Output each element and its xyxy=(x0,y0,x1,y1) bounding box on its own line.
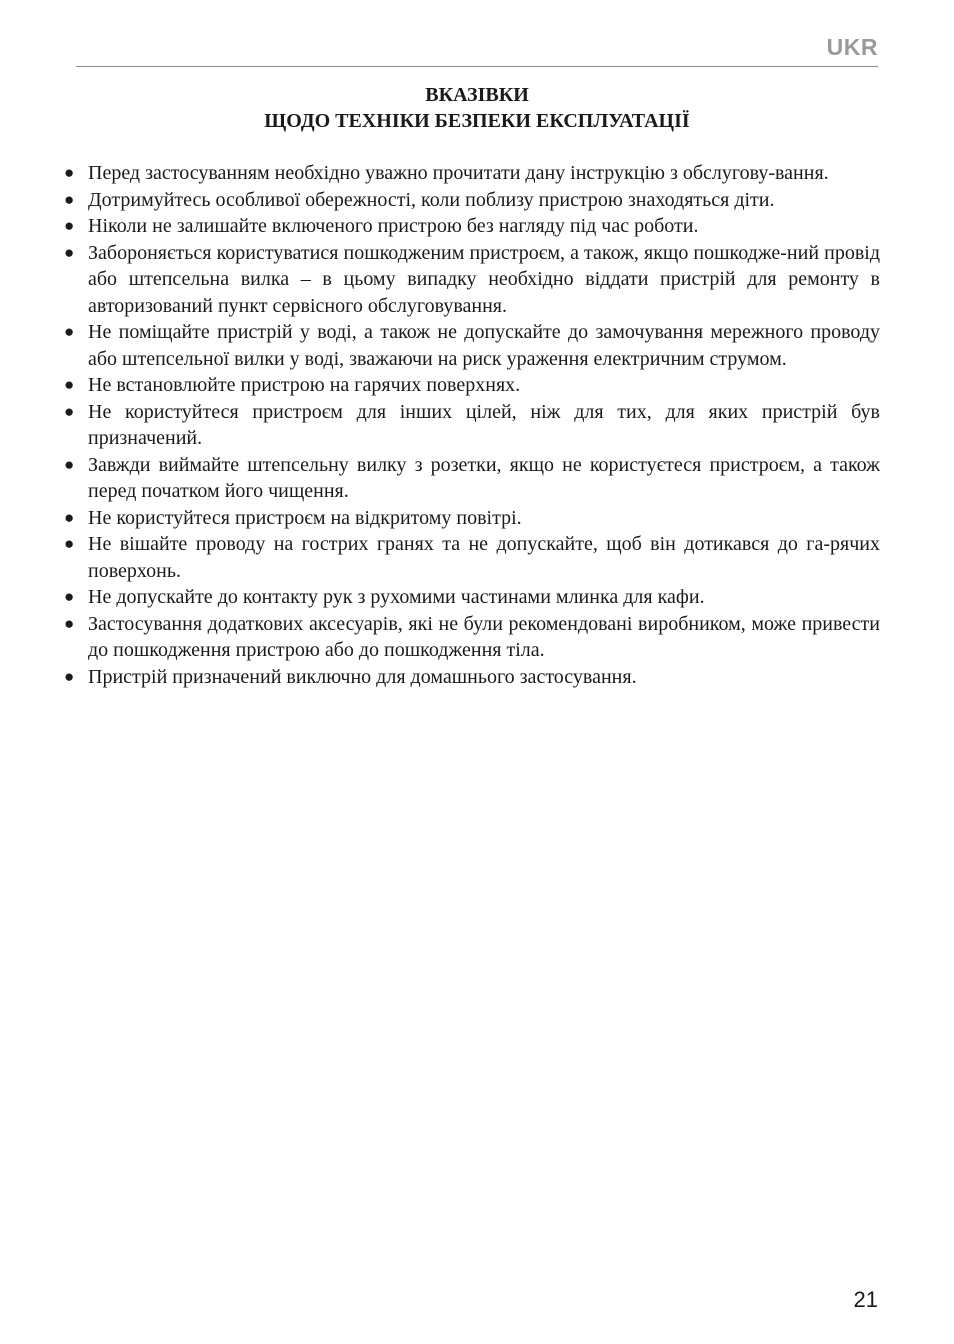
list-item-text: Дотримуйтесь особливої обережності, коли поблизу пристрою знаходяться діти. xyxy=(88,188,775,211)
list-item xyxy=(62,372,880,399)
list-item-text: Не користуйтеся пристроєм для інших цілей, ніж для тих, для яких пристрій був призначений. xyxy=(88,400,880,449)
list-item xyxy=(62,531,880,584)
bullet-icon: ● xyxy=(64,507,75,527)
list-item-text: Застосування додаткових аксесуарів, які не були рекомендовані виробником, може привести до пошкодження пристрою або до пошкодження тіла. xyxy=(88,612,880,661)
safety-instructions-list xyxy=(62,160,880,690)
bullet-icon: ● xyxy=(64,613,75,633)
list-item-text: Перед застосуванням необхідно уважно прочитати дану інструкцію з обслугову-вання. xyxy=(88,162,829,184)
list-item xyxy=(62,452,880,505)
bullet-icon: ● xyxy=(64,375,75,394)
list-item xyxy=(62,213,880,240)
list-item-text: Не допускайте до контакту рук з рухомими частинами млинка для кафи. xyxy=(88,586,705,608)
list-item-text: Не встановлюйте пристрою на гарячих поверхнях. xyxy=(88,374,521,396)
list-item xyxy=(62,187,880,214)
bullet-icon: ● xyxy=(64,216,75,235)
list-item xyxy=(62,399,880,452)
bullet-icon: ● xyxy=(64,163,75,182)
list-item xyxy=(62,611,880,664)
list-item xyxy=(62,240,880,320)
bullet-icon: ● xyxy=(64,666,75,686)
title-line-2: ЩОДО ТЕХНІКИ БЕЗПЕКИ ЕКСПЛУАТАЦІЇ xyxy=(264,110,690,132)
list-item xyxy=(62,584,880,611)
bullet-icon: ● xyxy=(64,534,75,553)
bullet-icon: ● xyxy=(64,189,75,209)
title-line-1: ВКАЗІВКИ xyxy=(425,84,529,106)
bullet-icon: ● xyxy=(64,587,75,606)
section-title xyxy=(76,82,878,134)
list-item-text: Пристрій призначений виключно для домашнього застосування. xyxy=(88,665,637,688)
list-item-text: Не вішайте проводу на гострих гранях та не допускайте, щоб він дотикався до га-рячих поверхонь. xyxy=(88,533,880,582)
list-item xyxy=(62,505,880,532)
bullet-icon: ● xyxy=(64,401,75,421)
bullet-icon: ● xyxy=(64,322,75,341)
list-item-text: Не поміщайте пристрій у воді, а також не допускайте до замочування мережного проводу або штепсельної вилки у воді, зважаючи на риск ураження електричним струмом. xyxy=(88,321,880,370)
list-item-text: Ніколи не залишайте включеного пристрою без нагляду під час роботи. xyxy=(88,215,699,237)
list-item-text: Не користуйтеся пристроєм на відкритому повітрі. xyxy=(88,506,522,529)
list-item xyxy=(62,319,880,372)
header-divider xyxy=(76,66,878,67)
list-item-text: Забороняється користуватися пошкодженим пристроєм, а також, якщо пошкодже-ний провід або штепсельна вилка – в цьому випадку необхідно віддати пристрій для ремонту в авторизований пункт сервісного обслуговування. xyxy=(88,241,880,317)
bullet-icon: ● xyxy=(64,242,75,262)
list-item xyxy=(62,160,880,187)
language-label: UKR xyxy=(826,34,878,60)
bullet-icon: ● xyxy=(64,454,75,474)
list-item xyxy=(62,664,880,691)
page-number: 21 xyxy=(853,1287,878,1312)
list-item-text: Завжди виймайте штепсельну вилку з розетки, якщо не користуєтеся пристроєм, а також перед початком його чищення. xyxy=(88,453,880,502)
